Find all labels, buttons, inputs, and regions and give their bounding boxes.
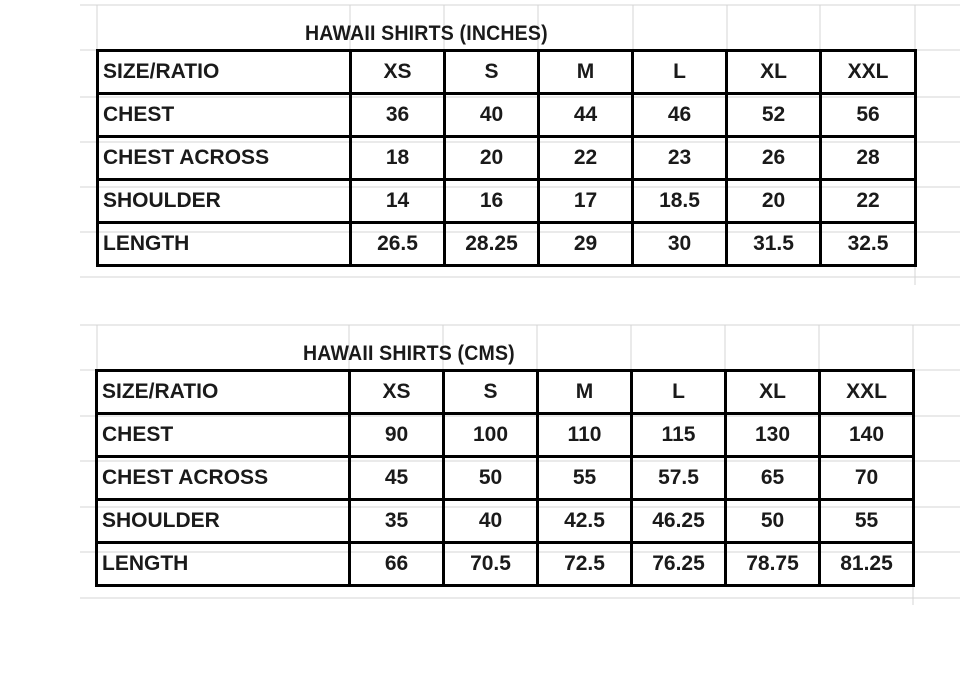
- table-cell: 28: [821, 137, 916, 180]
- table-cell: 31.5: [727, 223, 821, 266]
- table-row: [98, 180, 916, 223]
- table-cell: 45: [350, 457, 444, 500]
- row-label: CHEST ACROSS: [97, 457, 350, 500]
- row-label: SHOULDER: [97, 500, 350, 543]
- table-cell: 26: [727, 137, 821, 180]
- table-cell: 76.25: [632, 543, 726, 586]
- header-cell: XL: [726, 371, 820, 414]
- table-header-row: [98, 51, 916, 94]
- row-label: SHOULDER: [98, 180, 351, 223]
- header-cell: XS: [350, 371, 444, 414]
- table-cell: 66: [350, 543, 444, 586]
- table-cell: 35: [350, 500, 444, 543]
- table-row: [97, 500, 914, 543]
- table-cell: 78.75: [726, 543, 820, 586]
- table-cell: 20: [445, 137, 539, 180]
- size-table-cms: [95, 369, 915, 587]
- table-cell: 140: [820, 414, 914, 457]
- row-label: CHEST: [98, 94, 351, 137]
- table-row: [98, 94, 916, 137]
- table-cell: 115: [632, 414, 726, 457]
- table-cell: 70.5: [444, 543, 538, 586]
- table-cell: 36: [351, 94, 445, 137]
- table-cell: 55: [538, 457, 632, 500]
- table-cell: 14: [351, 180, 445, 223]
- table-cell: 20: [727, 180, 821, 223]
- table-header-row: [97, 371, 914, 414]
- table-cell: 42.5: [538, 500, 632, 543]
- table-row: [98, 137, 916, 180]
- table-title-cms: HAWAII SHIRTS (CMS): [303, 342, 515, 365]
- header-cell: L: [633, 51, 727, 94]
- table-cell: 26.5: [351, 223, 445, 266]
- row-label: CHEST: [97, 414, 350, 457]
- table-cell: 70: [820, 457, 914, 500]
- table-cell: 90: [350, 414, 444, 457]
- header-cell: XXL: [821, 51, 916, 94]
- header-cell: XXL: [820, 371, 914, 414]
- table-cell: 29: [539, 223, 633, 266]
- table-cell: 16: [445, 180, 539, 223]
- table-cell: 100: [444, 414, 538, 457]
- header-cell: SIZE/RATIO: [97, 371, 350, 414]
- table-cell: 40: [444, 500, 538, 543]
- header-cell: S: [444, 371, 538, 414]
- table-cell: 56: [821, 94, 916, 137]
- table-cell: 44: [539, 94, 633, 137]
- table-row: [98, 223, 916, 266]
- table-cell: 30: [633, 223, 727, 266]
- table-title-inches: HAWAII SHIRTS (INCHES): [305, 22, 548, 45]
- row-label: LENGTH: [98, 223, 351, 266]
- table-cell: 17: [539, 180, 633, 223]
- header-cell: XL: [727, 51, 821, 94]
- table-cell: 50: [444, 457, 538, 500]
- header-cell: M: [539, 51, 633, 94]
- table-cell: 40: [445, 94, 539, 137]
- table-cell: 22: [821, 180, 916, 223]
- table-cell: 130: [726, 414, 820, 457]
- table-cell: 52: [727, 94, 821, 137]
- header-cell: XS: [351, 51, 445, 94]
- table-cell: 55: [820, 500, 914, 543]
- header-cell: M: [538, 371, 632, 414]
- table-cell: 32.5: [821, 223, 916, 266]
- row-label: CHEST ACROSS: [98, 137, 351, 180]
- table-cell: 46: [633, 94, 727, 137]
- table-cell: 110: [538, 414, 632, 457]
- table-cell: 57.5: [632, 457, 726, 500]
- table-cell: 23: [633, 137, 727, 180]
- table-cell: 50: [726, 500, 820, 543]
- size-table-inches: [96, 49, 917, 267]
- table-cell: 22: [539, 137, 633, 180]
- table-cell: 65: [726, 457, 820, 500]
- table-row: [97, 457, 914, 500]
- table-cell: 81.25: [820, 543, 914, 586]
- header-cell: SIZE/RATIO: [98, 51, 351, 94]
- table-row: [97, 543, 914, 586]
- header-cell: S: [445, 51, 539, 94]
- row-label: LENGTH: [97, 543, 350, 586]
- header-cell: L: [632, 371, 726, 414]
- table-cell: 18: [351, 137, 445, 180]
- table-cell: 46.25: [632, 500, 726, 543]
- table-cell: 18.5: [633, 180, 727, 223]
- table-cell: 28.25: [445, 223, 539, 266]
- table-row: [97, 414, 914, 457]
- table-cell: 72.5: [538, 543, 632, 586]
